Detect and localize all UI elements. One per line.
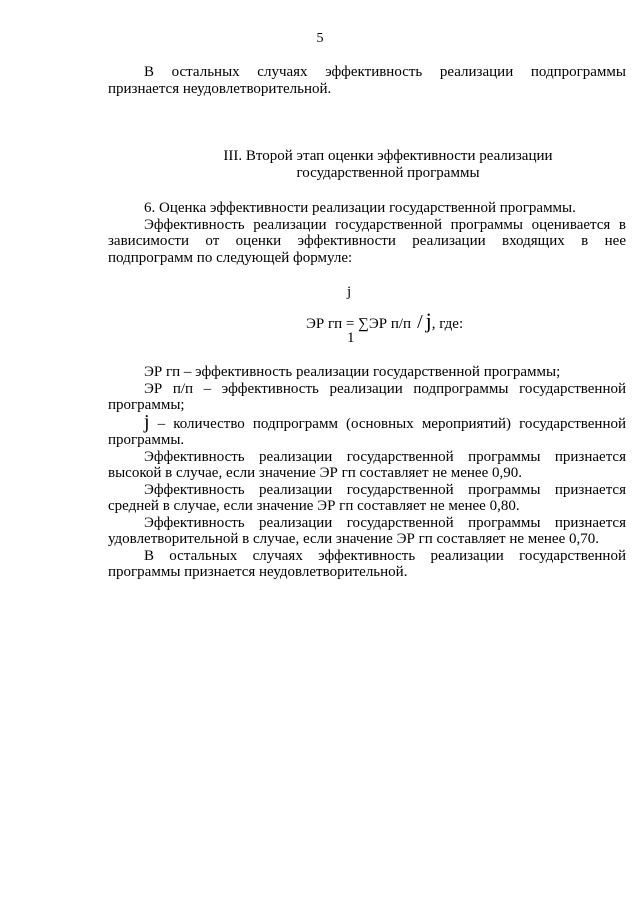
section-heading-line2: государственной программы — [296, 164, 480, 181]
section-heading-line1: III. Второй этап оценки эффективности реализации — [223, 148, 553, 164]
item6-text: Эффективность реализации государственной программы оценивается в зависимости от оценки эффективности реализации входящих в нее подпрограмм по следующей формуле: — [108, 216, 626, 266]
formula-upper-limit: j — [347, 284, 352, 300]
criterion-satisfactory: Эффективность реализации государственной программы признается удовлетворительной в случае, если значение ЭР гп составляет не менее 0,70. — [108, 514, 626, 547]
formula-sum: ∑ЭР п/п — [358, 316, 412, 332]
item6-block — [108, 200, 626, 266]
definition-er-gp: ЭР гп – эффективность реализации государственной программы; — [144, 364, 561, 380]
definition-j — [108, 410, 626, 449]
criterion-medium: Эффективность реализации государственной программы признается средней в случае, если значение ЭР гп составляет не менее 0,80. — [108, 481, 626, 514]
criterion-high: Эффективность реализации государственной программы признается высокой в случае, если значение ЭР гп составляет не менее 0,90. — [108, 448, 626, 481]
formula-slash: / — [417, 311, 423, 333]
section-heading — [140, 148, 636, 181]
formula-lhs: ЭР гп = — [306, 316, 359, 332]
formula-tail: , где: — [431, 316, 464, 332]
definition-j-text: – количество подпрограмм (основных мероприятий) государственной программы. — [108, 415, 626, 448]
intro-paragraph: В остальных случаях эффективность реализации подпрограммы признается неудовлетворительной. — [108, 64, 626, 97]
formula-lower-limit: 1 — [347, 330, 355, 346]
page-number: 5 — [316, 31, 324, 46]
criterion-unsatisfactory: В остальных случаях эффективность реализации государственной программы признается неудовлетворительной. — [108, 547, 626, 580]
item6-title: 6. Оценка эффективности реализации государственной программы. — [144, 200, 576, 216]
formula-divisor: j — [425, 308, 432, 333]
intro-block — [108, 64, 626, 97]
formula-main — [306, 308, 463, 334]
definition-er-pp: ЭР п/п – эффективность реализации подпрограммы государственной программы; — [108, 380, 626, 413]
definitions-block — [108, 364, 626, 581]
definition-j-symbol: j — [144, 410, 150, 433]
